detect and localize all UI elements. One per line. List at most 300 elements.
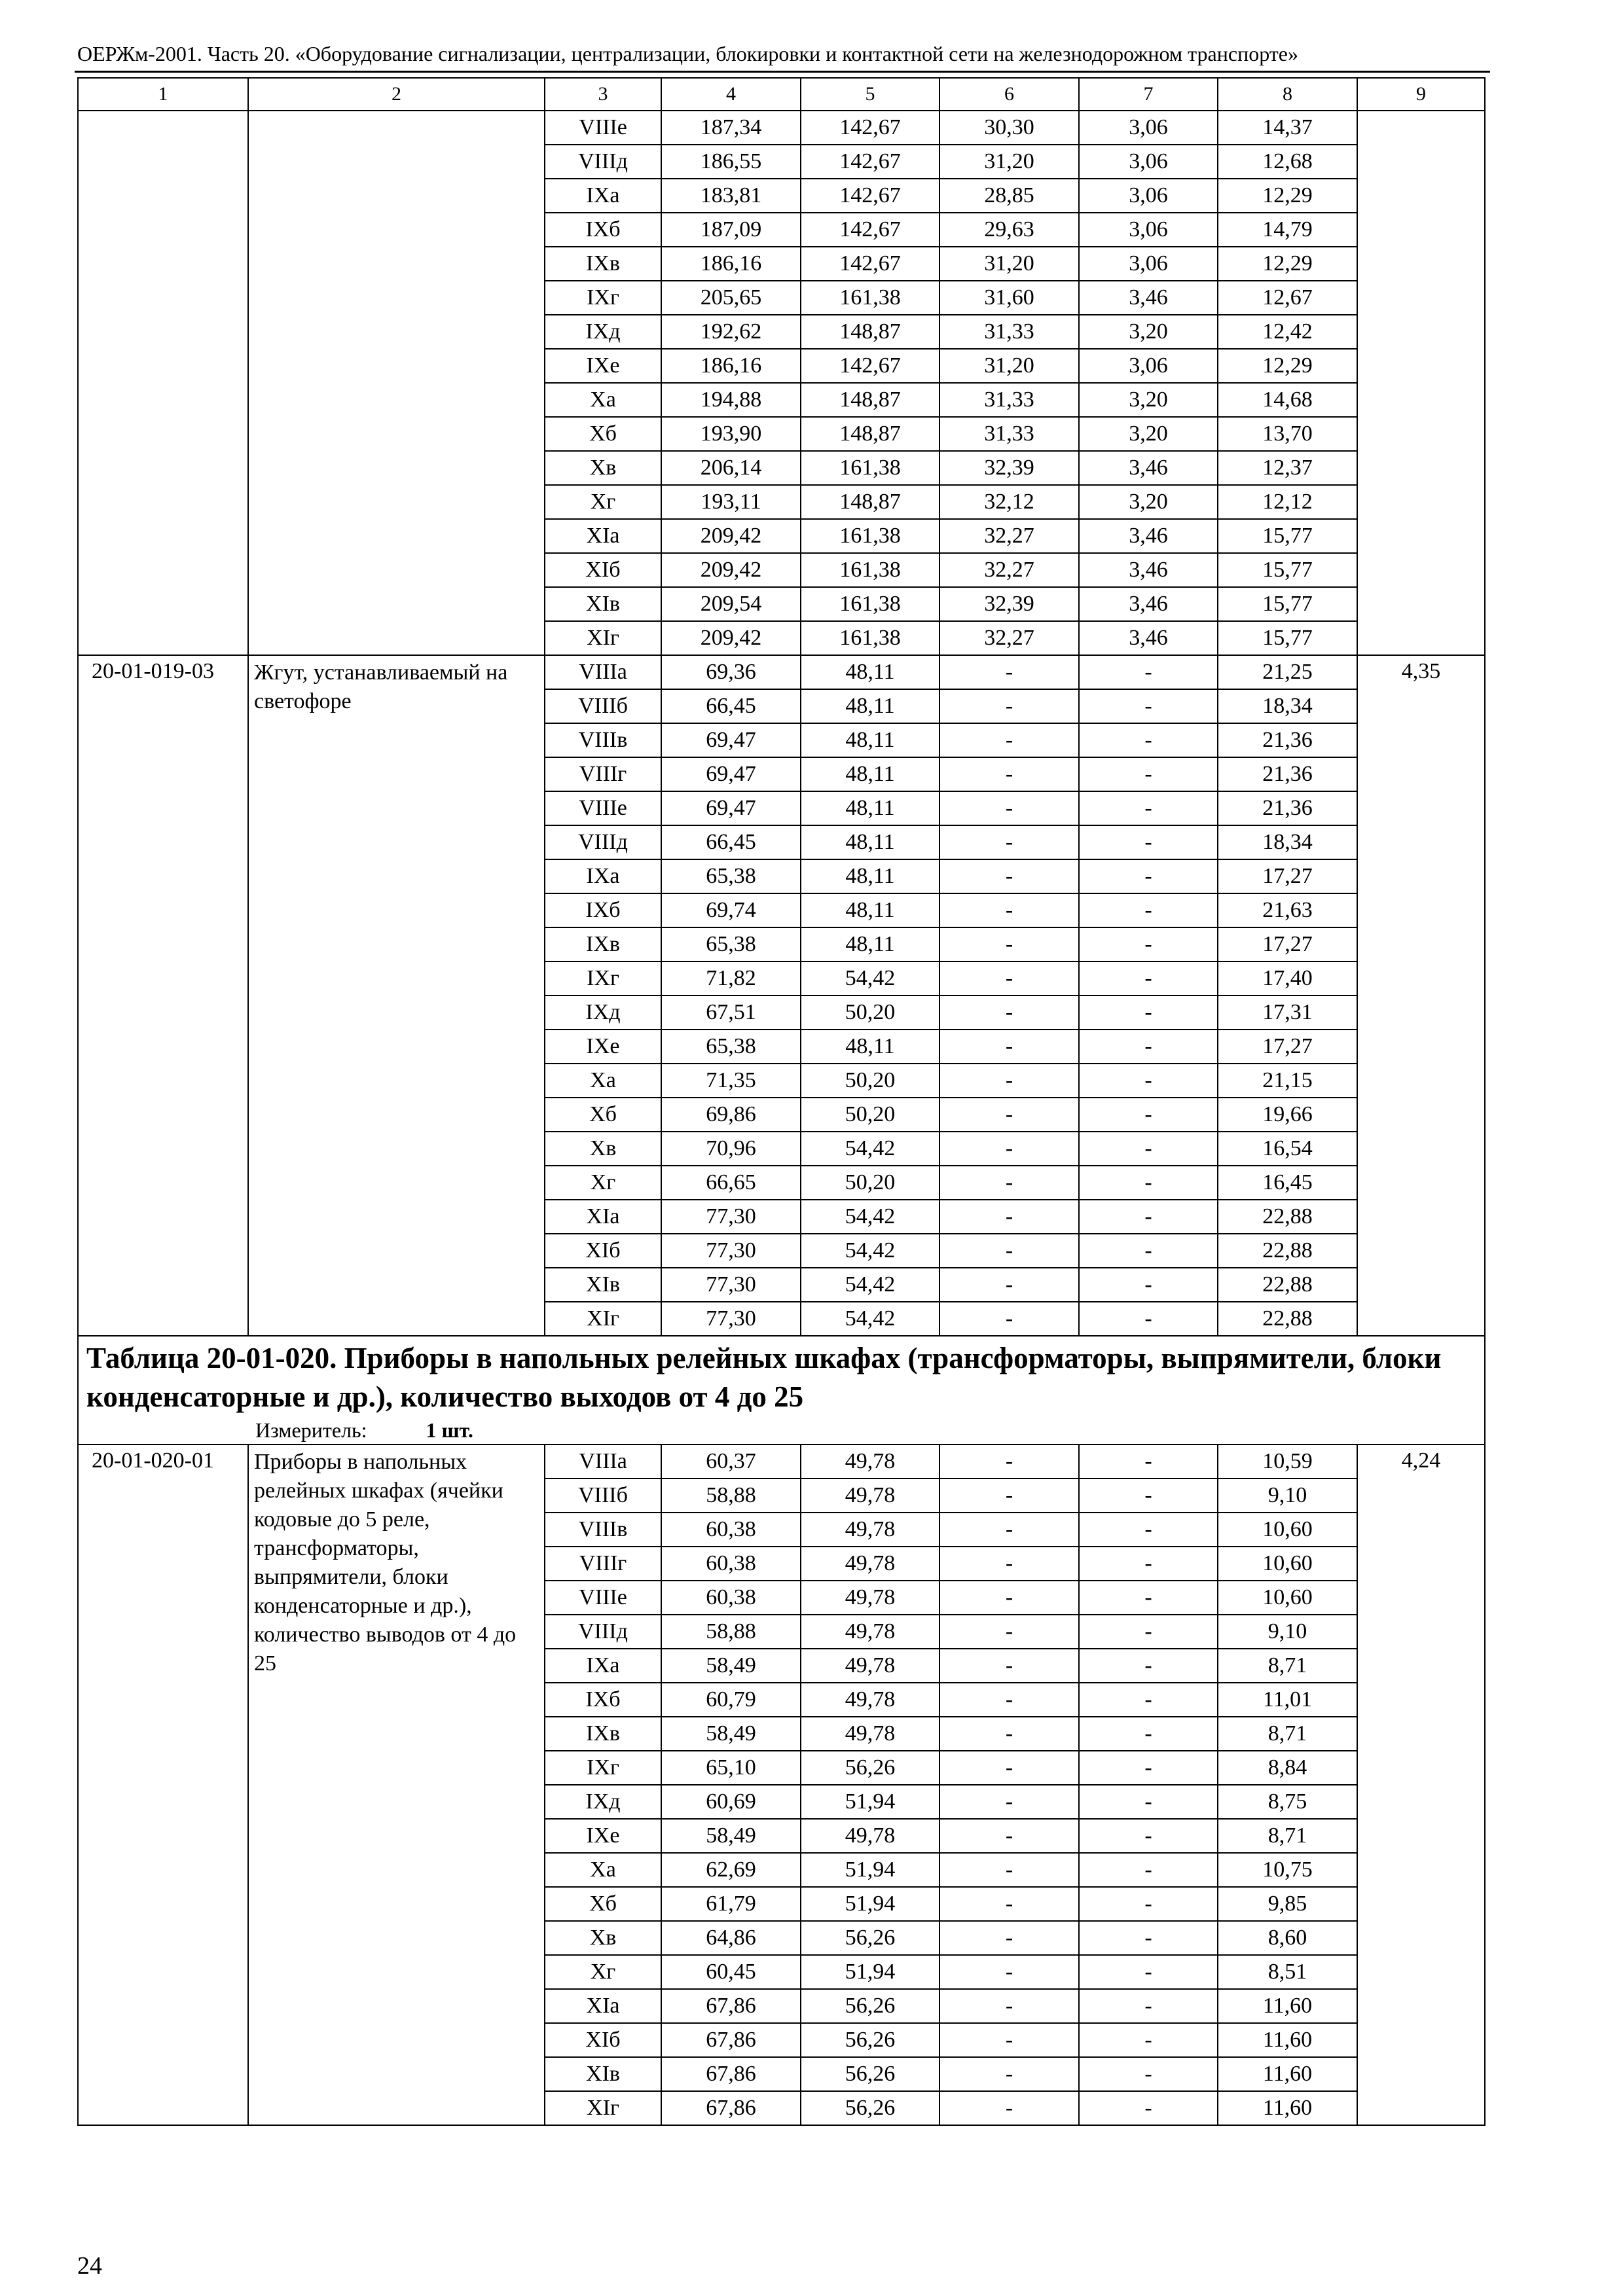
table-row: [78, 1444, 1485, 1479]
table-cell: -: [1079, 1030, 1218, 1064]
table-cell: 49,78: [801, 1547, 939, 1581]
table-cell: 65,38: [661, 859, 801, 893]
table-cell: -: [939, 655, 1079, 689]
table-cell: 9,10: [1218, 1479, 1357, 1513]
table-cell: 3,46: [1079, 519, 1218, 553]
table-cell: 54,42: [801, 1268, 939, 1302]
table-cell: 48,11: [801, 655, 939, 689]
table-cell: 32,39: [939, 451, 1079, 485]
table-cell: -: [939, 2023, 1079, 2057]
table-cell: VIIIа: [545, 655, 661, 689]
table-cell: 51,94: [801, 1785, 939, 1819]
table-cell: 9,85: [1218, 1887, 1357, 1921]
table-cell: 64,86: [661, 1921, 801, 1955]
table-cell: -: [939, 1200, 1079, 1234]
table-cell: 161,38: [801, 451, 939, 485]
table-cell: 69,47: [661, 757, 801, 791]
table-cell: 66,45: [661, 825, 801, 859]
table-cell: 48,11: [801, 689, 939, 723]
table-cell: 18,34: [1218, 689, 1357, 723]
table-cell: 8,75: [1218, 1785, 1357, 1819]
table-cell: 8,71: [1218, 1649, 1357, 1683]
table-cell: Xа: [545, 383, 661, 417]
table-cell: 8,51: [1218, 1955, 1357, 1989]
table-cell: 13,70: [1218, 417, 1357, 451]
table-cell: -: [1079, 1200, 1218, 1234]
table-cell: 32,27: [939, 621, 1079, 655]
table-cell: 11,60: [1218, 1989, 1357, 2023]
table-cell: 58,88: [661, 1615, 801, 1649]
table-cell: Xа: [545, 1853, 661, 1887]
rate-code: 20-01-019-03: [78, 655, 248, 1336]
table-cell: 17,27: [1218, 859, 1357, 893]
table-cell: 48,11: [801, 927, 939, 961]
table-cell: 16,45: [1218, 1166, 1357, 1200]
table-cell: -: [1079, 996, 1218, 1030]
table-cell: 192,62: [661, 315, 801, 349]
table-cell: IXа: [545, 1649, 661, 1683]
table-cell: 60,37: [661, 1444, 801, 1479]
table-cell: 65,38: [661, 1030, 801, 1064]
table-cell: 161,38: [801, 621, 939, 655]
table-cell: -: [939, 825, 1079, 859]
table-cell: 15,77: [1218, 519, 1357, 553]
table-cell: -: [939, 927, 1079, 961]
table-cell: 32,39: [939, 587, 1079, 621]
table-cell: 77,30: [661, 1302, 801, 1336]
table-cell: 142,67: [801, 213, 939, 247]
table-cell: XIг: [545, 2091, 661, 2125]
measure-line: [86, 1416, 1476, 1444]
table-cell: 67,86: [661, 2057, 801, 2091]
table-cell: 51,94: [801, 1853, 939, 1887]
table-cell: 12,12: [1218, 485, 1357, 519]
column-number: 6: [939, 78, 1079, 111]
table-cell: Xв: [545, 451, 661, 485]
rate-code: [78, 111, 248, 655]
table-cell: 58,49: [661, 1649, 801, 1683]
table-cell: -: [939, 2091, 1079, 2125]
table-cell: -: [939, 1581, 1079, 1615]
table-cell: 209,54: [661, 587, 801, 621]
table-cell: 3,46: [1079, 553, 1218, 587]
table-cell: 3,06: [1079, 349, 1218, 383]
table-cell: 161,38: [801, 281, 939, 315]
table-cell: IXе: [545, 1819, 661, 1853]
table-cell: IXд: [545, 1785, 661, 1819]
table-cell: 3,20: [1079, 383, 1218, 417]
table-cell: VIIIе: [545, 111, 661, 145]
table-cell: 12,67: [1218, 281, 1357, 315]
table-cell: -: [939, 1819, 1079, 1853]
column-number: 4: [661, 78, 801, 111]
table-cell: 58,88: [661, 1479, 801, 1513]
table-cell: 49,78: [801, 1649, 939, 1683]
table-cell: -: [1079, 927, 1218, 961]
table-cell: -: [939, 1166, 1079, 1200]
table-cell: 51,94: [801, 1887, 939, 1921]
table-cell: 48,11: [801, 893, 939, 927]
table-cell: VIIIд: [545, 825, 661, 859]
table-cell: 193,90: [661, 417, 801, 451]
column-number: 8: [1218, 78, 1357, 111]
table-cell: 71,35: [661, 1064, 801, 1098]
table-cell: -: [939, 961, 1079, 996]
table-cell: 58,49: [661, 1819, 801, 1853]
section-col9: [1357, 111, 1485, 655]
table-cell: 49,78: [801, 1513, 939, 1547]
table-cell: -: [1079, 1098, 1218, 1132]
table-row: [78, 111, 1485, 145]
table-cell: 51,94: [801, 1955, 939, 1989]
table-cell: -: [1079, 2091, 1218, 2125]
table-cell: -: [939, 1098, 1079, 1132]
column-number: 9: [1357, 78, 1485, 111]
table-cell: 15,77: [1218, 621, 1357, 655]
table-cell: VIIIа: [545, 1444, 661, 1479]
table-cell: 22,88: [1218, 1200, 1357, 1234]
table-cell: 11,01: [1218, 1683, 1357, 1717]
table-cell: -: [1079, 1615, 1218, 1649]
table-cell: 148,87: [801, 417, 939, 451]
table-cell: -: [1079, 1444, 1218, 1479]
rate-code: 20-01-020-01: [78, 1444, 248, 2125]
table-cell: Xв: [545, 1921, 661, 1955]
table-cell: -: [939, 1479, 1079, 1513]
table-cell: IXг: [545, 281, 661, 315]
table-cell: Xг: [545, 1955, 661, 1989]
table-cell: -: [939, 1132, 1079, 1166]
table-cell: 3,20: [1079, 417, 1218, 451]
table-cell: 3,06: [1079, 247, 1218, 281]
table-cell: XIб: [545, 1234, 661, 1268]
table-cell: 19,66: [1218, 1098, 1357, 1132]
table-cell: -: [1079, 1887, 1218, 1921]
column-number: 5: [801, 78, 939, 111]
table-cell: 10,59: [1218, 1444, 1357, 1479]
table-cell: 142,67: [801, 111, 939, 145]
table-cell: 54,42: [801, 1200, 939, 1234]
table-cell: -: [939, 1921, 1079, 1955]
table-cell: 67,86: [661, 2091, 801, 2125]
table-cell: 186,16: [661, 247, 801, 281]
table-cell: 21,36: [1218, 723, 1357, 757]
table-cell: XIв: [545, 587, 661, 621]
table-cell: 31,33: [939, 417, 1079, 451]
table-cell: 50,20: [801, 996, 939, 1030]
table-cell: -: [939, 1513, 1079, 1547]
price-table: [77, 77, 1486, 2126]
table-cell: 22,88: [1218, 1268, 1357, 1302]
table-cell: 3,20: [1079, 315, 1218, 349]
table-cell: 8,71: [1218, 1819, 1357, 1853]
table-cell: XIб: [545, 2023, 661, 2057]
table-cell: 54,42: [801, 1132, 939, 1166]
table-cell: 11,60: [1218, 2091, 1357, 2125]
table-cell: IXа: [545, 179, 661, 213]
table-cell: XIг: [545, 621, 661, 655]
table-cell: 48,11: [801, 825, 939, 859]
table-cell: -: [1079, 961, 1218, 996]
table-cell: -: [939, 1302, 1079, 1336]
table-cell: 209,42: [661, 519, 801, 553]
table-cell: 29,63: [939, 213, 1079, 247]
table-cell: 142,67: [801, 247, 939, 281]
measure-value: 1 шт.: [426, 1418, 473, 1442]
table-cell: 31,33: [939, 383, 1079, 417]
table-cell: -: [939, 689, 1079, 723]
table-cell: 69,47: [661, 723, 801, 757]
table-cell: 67,86: [661, 2023, 801, 2057]
table-cell: IXб: [545, 1683, 661, 1717]
section-col9: 4,35: [1357, 655, 1485, 1336]
table-cell: -: [939, 1853, 1079, 1887]
table-cell: -: [1079, 2023, 1218, 2057]
table-cell: -: [939, 1234, 1079, 1268]
table-cell: 14,37: [1218, 111, 1357, 145]
table-cell: 56,26: [801, 2023, 939, 2057]
table-cell: 161,38: [801, 519, 939, 553]
column-number-row: [78, 78, 1485, 111]
table-cell: 21,25: [1218, 655, 1357, 689]
table-cell: 49,78: [801, 1819, 939, 1853]
column-number: 3: [545, 78, 661, 111]
table-cell: 56,26: [801, 2057, 939, 2091]
table-cell: IXб: [545, 893, 661, 927]
table-cell: -: [1079, 1166, 1218, 1200]
table-cell: 54,42: [801, 1302, 939, 1336]
table-cell: -: [939, 1547, 1079, 1581]
table-cell: -: [1079, 1819, 1218, 1853]
table-cell: 66,65: [661, 1166, 801, 1200]
table-cell: -: [939, 1785, 1079, 1819]
table-cell: -: [939, 1751, 1079, 1785]
table-cell: 31,33: [939, 315, 1079, 349]
table-cell: -: [939, 723, 1079, 757]
table-cell: -: [939, 1717, 1079, 1751]
table-cell: 10,75: [1218, 1853, 1357, 1887]
table-cell: 205,65: [661, 281, 801, 315]
table-cell: 31,20: [939, 145, 1079, 179]
table-cell: 3,06: [1079, 145, 1218, 179]
table-cell: 15,77: [1218, 587, 1357, 621]
table-cell: 142,67: [801, 349, 939, 383]
table-cell: 3,06: [1079, 213, 1218, 247]
table-cell: 21,63: [1218, 893, 1357, 927]
table-cell: VIIIд: [545, 145, 661, 179]
table-cell: 3,46: [1079, 281, 1218, 315]
table-cell: 62,69: [661, 1853, 801, 1887]
table-cell: 3,06: [1079, 179, 1218, 213]
table-cell: 31,20: [939, 349, 1079, 383]
table-cell: 30,30: [939, 111, 1079, 145]
table-cell: 49,78: [801, 1581, 939, 1615]
table-cell: 11,60: [1218, 2023, 1357, 2057]
table-cell: VIIIб: [545, 689, 661, 723]
table-cell: 8,71: [1218, 1717, 1357, 1751]
table-cell: -: [939, 859, 1079, 893]
table-cell: 10,60: [1218, 1581, 1357, 1615]
table-cell: 17,27: [1218, 927, 1357, 961]
table-cell: IXв: [545, 247, 661, 281]
table-cell: IXе: [545, 349, 661, 383]
page-header: ОЕРЖм-2001. Часть 20. «Оборудование сигнализации, централизации, блокировки и контактной сети на железнодорожном транспорте»: [77, 42, 1298, 65]
table-cell: 58,49: [661, 1717, 801, 1751]
table-cell: 67,51: [661, 996, 801, 1030]
table-title-row: [78, 1336, 1485, 1444]
table-cell: -: [1079, 1581, 1218, 1615]
table-cell: 161,38: [801, 553, 939, 587]
table-cell: 69,36: [661, 655, 801, 689]
table-cell: -: [1079, 1132, 1218, 1166]
table-cell: -: [939, 1683, 1079, 1717]
table-cell: 3,46: [1079, 587, 1218, 621]
table-cell: 17,27: [1218, 1030, 1357, 1064]
table-cell: -: [1079, 1751, 1218, 1785]
table-cell: -: [1079, 1547, 1218, 1581]
table-cell: 69,74: [661, 893, 801, 927]
table-cell: -: [939, 1887, 1079, 1921]
table-title-cell: [78, 1336, 1485, 1444]
table-cell: 12,29: [1218, 179, 1357, 213]
table-cell: VIIIб: [545, 1479, 661, 1513]
table-cell: 194,88: [661, 383, 801, 417]
table-cell: 48,11: [801, 791, 939, 825]
table-cell: -: [1079, 859, 1218, 893]
table-cell: 3,20: [1079, 485, 1218, 519]
header-rule: [75, 71, 1490, 73]
table-cell: -: [1079, 689, 1218, 723]
table-cell: -: [1079, 1513, 1218, 1547]
table-cell: -: [1079, 1989, 1218, 2023]
table-cell: 8,84: [1218, 1751, 1357, 1785]
table-cell: 60,38: [661, 1513, 801, 1547]
table-cell: 69,47: [661, 791, 801, 825]
table-cell: 10,60: [1218, 1513, 1357, 1547]
table-cell: -: [1079, 825, 1218, 859]
table-cell: 60,45: [661, 1955, 801, 1989]
table-cell: 50,20: [801, 1098, 939, 1132]
table-cell: XIв: [545, 1268, 661, 1302]
table-cell: 12,68: [1218, 145, 1357, 179]
table-cell: 49,78: [801, 1683, 939, 1717]
table-cell: VIIIе: [545, 791, 661, 825]
table-cell: IXв: [545, 1717, 661, 1751]
table-cell: VIIIв: [545, 1513, 661, 1547]
table-cell: 48,11: [801, 757, 939, 791]
table-cell: 142,67: [801, 179, 939, 213]
table-cell: 11,60: [1218, 2057, 1357, 2091]
work-name: Жгут, устанавливаемый на светофоре: [248, 655, 545, 1336]
table-cell: 186,55: [661, 145, 801, 179]
table-cell: Xг: [545, 485, 661, 519]
table-cell: 8,60: [1218, 1921, 1357, 1955]
table-cell: Xг: [545, 1166, 661, 1200]
table-cell: 22,88: [1218, 1234, 1357, 1268]
work-name: Приборы в напольных релейных шкафах (ячейки кодовые до 5 реле, трансформаторы, выпрямители, блоки конденсаторные и др.), количество выводов от 4 до 25: [248, 1444, 545, 2125]
table-cell: -: [1079, 757, 1218, 791]
table-cell: -: [1079, 1785, 1218, 1819]
table-cell: 60,38: [661, 1581, 801, 1615]
table-cell: IXд: [545, 996, 661, 1030]
table-cell: 60,38: [661, 1547, 801, 1581]
table-cell: 28,85: [939, 179, 1079, 213]
table-cell: Xб: [545, 417, 661, 451]
table-cell: 49,78: [801, 1479, 939, 1513]
table-cell: 206,14: [661, 451, 801, 485]
table-cell: XIа: [545, 519, 661, 553]
table-cell: XIа: [545, 1989, 661, 2023]
table-cell: 21,36: [1218, 791, 1357, 825]
table-cell: XIб: [545, 553, 661, 587]
table-cell: -: [1079, 893, 1218, 927]
table-cell: 60,79: [661, 1683, 801, 1717]
table-cell: -: [1079, 2057, 1218, 2091]
table-cell: 32,12: [939, 485, 1079, 519]
table-cell: 142,67: [801, 145, 939, 179]
table-cell: -: [1079, 1921, 1218, 1955]
table-cell: 3,46: [1079, 621, 1218, 655]
table-cell: Xб: [545, 1887, 661, 1921]
table-cell: 12,37: [1218, 451, 1357, 485]
table-cell: 187,34: [661, 111, 801, 145]
table-cell: 32,27: [939, 519, 1079, 553]
table-cell: Xб: [545, 1098, 661, 1132]
table-cell: 12,42: [1218, 315, 1357, 349]
table-cell: 3,46: [1079, 451, 1218, 485]
table-cell: IXв: [545, 927, 661, 961]
table-cell: 18,34: [1218, 825, 1357, 859]
table-cell: -: [1079, 1683, 1218, 1717]
table-cell: VIIIг: [545, 1547, 661, 1581]
table-cell: IXе: [545, 1030, 661, 1064]
table-cell: -: [939, 2057, 1079, 2091]
table-cell: 17,40: [1218, 961, 1357, 996]
column-number: 1: [78, 78, 248, 111]
column-number: 2: [248, 78, 545, 111]
table-cell: -: [1079, 1479, 1218, 1513]
table-cell: 12,29: [1218, 247, 1357, 281]
table-cell: 32,27: [939, 553, 1079, 587]
table-cell: 12,29: [1218, 349, 1357, 383]
table-cell: 67,86: [661, 1989, 801, 2023]
table-cell: 31,20: [939, 247, 1079, 281]
page-number: 24: [77, 2252, 102, 2280]
table-cell: 209,42: [661, 553, 801, 587]
table-cell: 60,69: [661, 1785, 801, 1819]
table-cell: 22,88: [1218, 1302, 1357, 1336]
table-cell: -: [1079, 1302, 1218, 1336]
column-number: 7: [1079, 78, 1218, 111]
table-cell: VIIIг: [545, 757, 661, 791]
table-cell: 193,11: [661, 485, 801, 519]
table-cell: 186,16: [661, 349, 801, 383]
table-cell: 77,30: [661, 1200, 801, 1234]
table-cell: 49,78: [801, 1444, 939, 1479]
table-title: Таблица 20-01-020. Приборы в напольных релейных шкафах (трансформаторы, выпрямители, блоки конденсаторные и др.), количество выходов от 4 до 25: [86, 1342, 1442, 1413]
table-cell: -: [1079, 791, 1218, 825]
table-cell: 56,26: [801, 2091, 939, 2125]
table-cell: 187,09: [661, 213, 801, 247]
section-col9: 4,24: [1357, 1444, 1485, 2125]
table-cell: -: [1079, 1717, 1218, 1751]
table-cell: Xа: [545, 1064, 661, 1098]
table-cell: VIIIд: [545, 1615, 661, 1649]
table-cell: 77,30: [661, 1234, 801, 1268]
table-cell: VIIIв: [545, 723, 661, 757]
table-cell: IXа: [545, 859, 661, 893]
table-cell: 50,20: [801, 1064, 939, 1098]
